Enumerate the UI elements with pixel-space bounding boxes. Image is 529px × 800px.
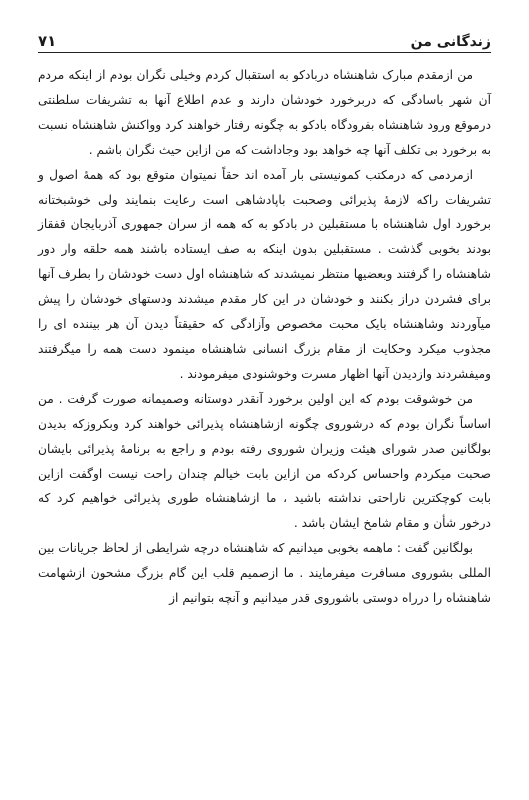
paragraph-2: ازمردمی که درمکتب کمونیستی بار آمده اند حقاً نمیتوان متوقع بود که همهٔ اصول و تشریفات راکه لازمهٔ پذیرائی وصحبت باپادشاهی است رعایت بنمایند ولی خوشبختانه برخورد اول شاهنشاه با مستقبلین در بادکو به که همه از سران جمهوری آذربایجان قفقاز بودند بخوبی گذشت . مستقبلین بدون اینکه به صف ایستاده باشند همه حلقه وار دور شاهنشاه را گرفتند وبعضیها منتظر نمیشدند که شاهنشاه اول دست خودشان را بطرف آنها برای فشردن دراز بکنند و خودشان در این کار مقدم میشدند ودستهای خودشان را پیش میآوردند وشاهنشاه بایک محبت مخصوص وآزادگی که حقیقتاً دیدن آن هر بیننده ای را مجذوب میکرد وحکایت از مقام بزرگ انسانی شاهنشاه مینمود دست همه را میگرفتند ومیفشردند وازدیدن آنها اظهار مسرت وخوشنودی میفرمودند . [38,167,491,381]
page-header [38,28,491,53]
body-text [38,63,491,611]
paragraph-3: من خوشوقت بودم که این اولین برخورد آنقدر دوستانه وصمیمانه صورت گرفت . من اساساً نگران بودم که درشوروی چگونه ازشاهنشاه پذیرائی خواهند کرد وبکروزکه بدیدن بولگانین صدر شورای هیئت وزیران شوروی رفته بودم و راجع به برنامهٔ پذیرائی بایشان صحبت میکردم واحساس کردکه من ازاین بابت خیالم چندان راحت نیست اوگفت ازاین بابت کوچکترین ناراحتی نداشته باشید ، ما ازشاهنشاه طوری پذیرائی خواهیم کرد که درخور شأن و مقام شامخ ایشان باشد . [38,391,491,531]
paragraph-1: من ازمقدم مبارک شاهنشاه دربادکو به استقبال کردم وخیلی نگران بودم از اینکه مردم آن شهر باسادگی که دربرخورد خودشان دارند و عدم اطلاع آنها به تشریفات سلطنتی درموقع ورود شاهنشاه بفرودگاه بادکو به چگونه رفتار خواهند کرد وواکنش شاهنشاه نسبت به برخورد بی تکلف آنها چه خواهد بود وجاداشت که من ازاین حیث نگران باشم . [38,68,491,157]
page-number: ۷۱ [38,32,57,50]
running-title: زندگانی من [410,34,491,50]
paragraph-4: بولگانین گفت : ماهمه بخوبی میدانیم که شاهنشاه درچه شرایطی از لحاظ جریانات بین المللی بشوروی مسافرت میفرمایند . ما ازصمیم قلب این گام بزرگ مشحون ازشهامت شاهنشاه را درراه دوستی باشوروی قدر میدانیم و آنچه بتوانیم از [38,541,491,606]
